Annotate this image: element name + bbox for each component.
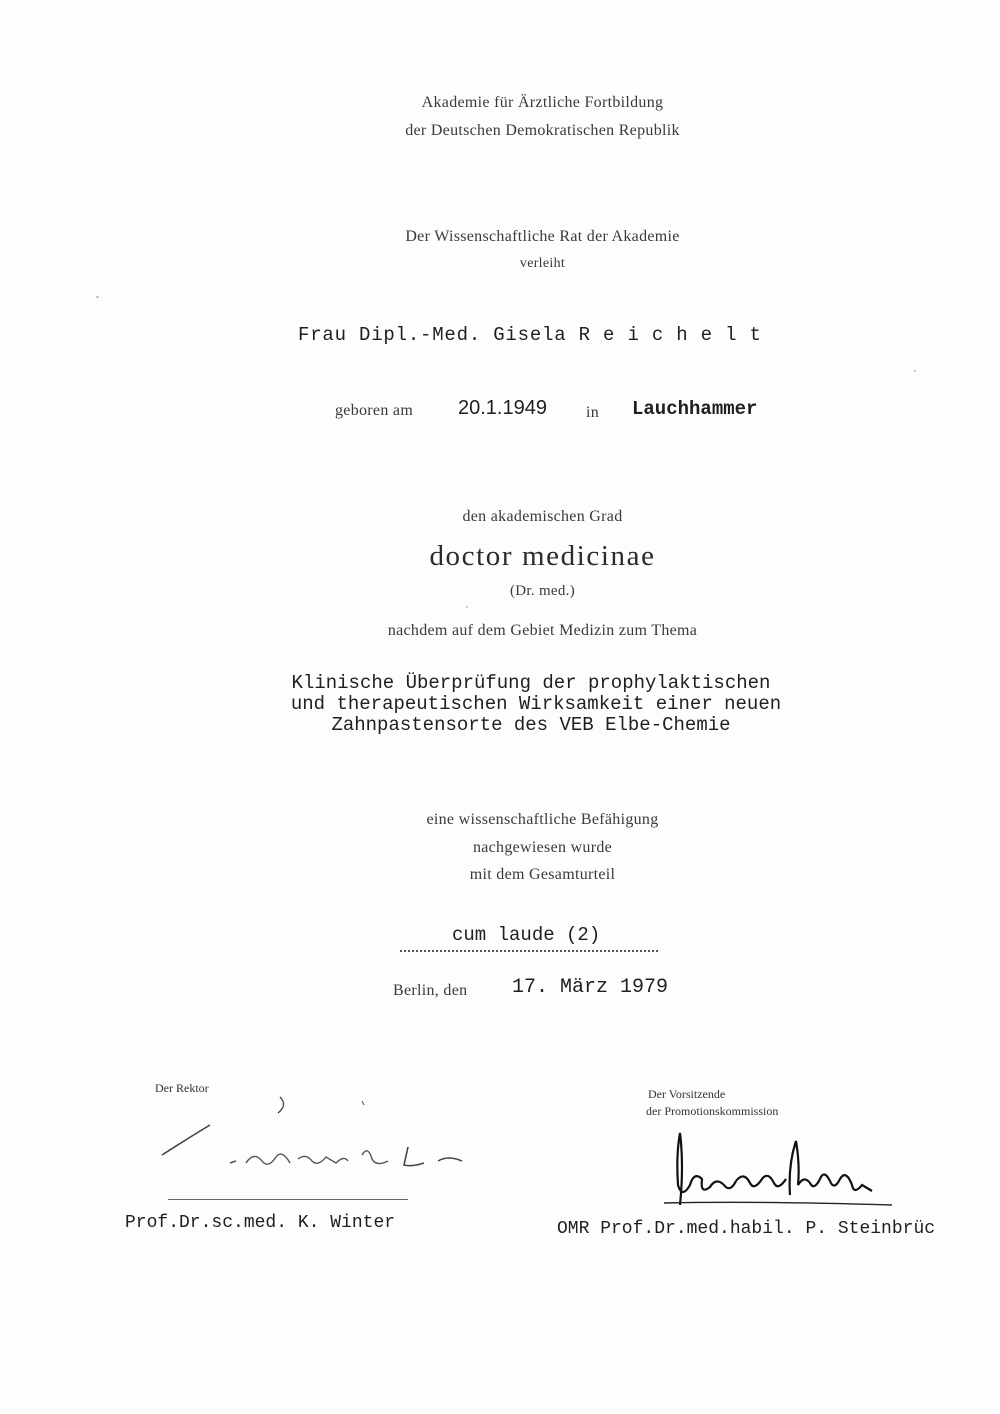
birth-date: 20.1.1949 xyxy=(458,397,547,419)
chairman-role-line-2: der Promotionskommission xyxy=(646,1104,779,1118)
header-academy-line: Akademie für Ärztliche Fortbildung xyxy=(421,94,664,111)
scan-speck xyxy=(96,296,99,298)
thesis-line-2: und therapeutischen Wirksamkeit einer neuen xyxy=(290,693,782,715)
subject-intro: nachdem auf dem Gebiet Medizin zum Thema xyxy=(387,622,698,639)
rector-name: Prof.Dr.sc.med. K. Winter xyxy=(125,1213,396,1233)
grade-dotted-line xyxy=(400,950,658,952)
place-label: Berlin, den xyxy=(393,982,468,999)
council-line: Der Wissenschaftliche Rat der Akademie xyxy=(405,228,680,245)
qualification-line-1: eine wissenschaftliche Befähigung xyxy=(426,811,659,828)
birth-place: Lauchhammer xyxy=(632,398,758,420)
rector-signature xyxy=(150,1085,480,1185)
chairman-name: OMR Prof.Dr.med.habil. P. Steinbrüc xyxy=(557,1219,936,1239)
recipient-name: Frau Dipl.-Med. Gisela R e i c h e l t xyxy=(298,324,762,346)
overall-grade: cum laude (2) xyxy=(452,924,601,946)
council-verb: verleiht xyxy=(519,256,566,271)
born-label: geboren am xyxy=(335,402,414,419)
header-republic-line: der Deutschen Demokratischen Republik xyxy=(405,122,680,139)
rector-signature-line xyxy=(168,1199,408,1200)
chairman-signature xyxy=(640,1125,910,1215)
qualification-line-2: nachgewiesen wurde xyxy=(472,839,613,856)
degree-title: doctor medicinae xyxy=(429,540,656,572)
scan-speck xyxy=(914,370,916,372)
thesis-line-1: Klinische Überprüfung der prophylaktischen xyxy=(291,672,771,694)
in-label: in xyxy=(586,404,600,421)
award-date: 17. März 1979 xyxy=(512,976,669,999)
chairman-role-line-1: Der Vorsitzende xyxy=(648,1087,726,1101)
rector-role: Der Rektor xyxy=(155,1081,209,1095)
qualification-line-3: mit dem Gesamturteil xyxy=(469,866,616,883)
degree-abbreviation: (Dr. med.) xyxy=(509,583,576,599)
degree-intro: den akademischen Grad xyxy=(462,508,623,525)
thesis-line-3: Zahnpastensorte des VEB Elbe-Chemie xyxy=(331,714,731,736)
scan-speck xyxy=(466,606,468,608)
